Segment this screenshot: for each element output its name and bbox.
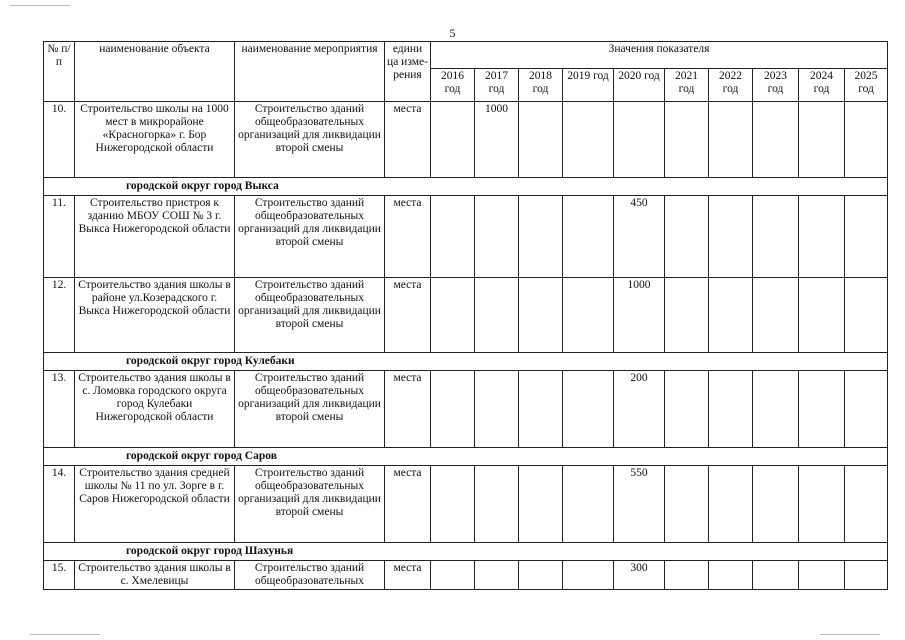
value-cell: [753, 278, 799, 353]
value-cell: 550: [614, 466, 665, 543]
value-cell: [519, 371, 563, 448]
row-number: 12.: [44, 278, 75, 353]
unit: места: [385, 196, 431, 278]
page-number: 5: [449, 26, 456, 40]
table-row: [44, 371, 888, 448]
value-cell: [519, 466, 563, 543]
unit: места: [385, 466, 431, 543]
value-cell: [614, 102, 665, 178]
object-name: Строительство пристроя к зданию МБОУ СОШ № 3 г. Выкса Нижегородской области: [75, 196, 235, 278]
header-unit: едини ца изме- рения: [385, 42, 431, 102]
value-cell: [709, 371, 753, 448]
value-cell: [799, 278, 845, 353]
object-name: Строительство здания школы в с. Ломовка городского округа город Кулебаки Нижегородской области: [75, 371, 235, 448]
header-year: 2021 год: [665, 69, 709, 102]
header-year: 2018 год: [519, 69, 563, 102]
row-number: 10.: [44, 102, 75, 178]
activity-name: Строительство зданий общеобразовательных: [235, 561, 385, 590]
scan-artifact: [820, 634, 880, 635]
activity-name: Строительство зданий общеобразовательных организаций для ликвидации второй смены: [235, 371, 385, 448]
object-name: Строительство школы на 1000 мест в микрорайоне «Красногорка» г. Бор Нижегородской области: [75, 102, 235, 178]
unit: места: [385, 278, 431, 353]
value-cell: [431, 371, 475, 448]
value-cell: 200: [614, 371, 665, 448]
value-cell: [519, 561, 563, 590]
table-row: [44, 102, 888, 178]
header-year: 2017 год: [475, 69, 519, 102]
header-year: 2022 год: [709, 69, 753, 102]
value-cell: [563, 102, 614, 178]
value-cell: [519, 102, 563, 178]
table-row: [44, 561, 888, 590]
value-cell: [665, 561, 709, 590]
value-cell: [665, 466, 709, 543]
value-cell: [475, 561, 519, 590]
value-cell: [563, 196, 614, 278]
section-title: городской округ город Кулебаки: [44, 353, 888, 371]
row-number: 11.: [44, 196, 75, 278]
section-title: городской округ город Шахунья: [44, 543, 888, 561]
value-cell: [665, 196, 709, 278]
row-number: 13.: [44, 371, 75, 448]
header-year: 2016 год: [431, 69, 475, 102]
value-cell: 300: [614, 561, 665, 590]
value-cell: [475, 466, 519, 543]
row-number: 14.: [44, 466, 75, 543]
value-cell: [845, 561, 888, 590]
value-cell: 1000: [475, 102, 519, 178]
header-values: Значения показателя: [431, 42, 888, 69]
section-row: [44, 543, 888, 561]
value-cell: [563, 561, 614, 590]
section-row: [44, 178, 888, 196]
value-cell: [431, 466, 475, 543]
section-row: [44, 353, 888, 371]
value-cell: [753, 196, 799, 278]
section-title: городской округ город Саров: [44, 448, 888, 466]
value-cell: [709, 561, 753, 590]
object-name: Строительство здания школы в с. Хмелевицы: [75, 561, 235, 590]
header-year: 2020 год: [614, 69, 665, 102]
header-number: № п/п: [44, 42, 75, 102]
activity-name: Строительство зданий общеобразовательных организаций для ликвидации второй смены: [235, 102, 385, 178]
value-cell: [709, 466, 753, 543]
header-object: наименование объекта: [75, 42, 235, 102]
header-year: 2019 год: [563, 69, 614, 102]
value-cell: [799, 102, 845, 178]
value-cell: [845, 196, 888, 278]
value-cell: [799, 196, 845, 278]
table-body: [44, 102, 888, 590]
object-name: Строительство здания школы в районе ул.Козерадского г. Выкса Нижегородской области: [75, 278, 235, 353]
value-cell: [799, 466, 845, 543]
indicators-table: [43, 41, 888, 590]
value-cell: 450: [614, 196, 665, 278]
value-cell: [753, 466, 799, 543]
value-cell: [845, 102, 888, 178]
value-cell: [845, 466, 888, 543]
value-cell: [563, 466, 614, 543]
value-cell: [665, 278, 709, 353]
value-cell: 1000: [614, 278, 665, 353]
value-cell: [431, 561, 475, 590]
table-row: [44, 196, 888, 278]
value-cell: [753, 561, 799, 590]
value-cell: [665, 371, 709, 448]
activity-name: Строительство зданий общеобразовательных организаций для ликвидации второй смены: [235, 196, 385, 278]
unit: места: [385, 102, 431, 178]
value-cell: [709, 278, 753, 353]
section-title: городской округ город Выкса: [44, 178, 888, 196]
value-cell: [431, 278, 475, 353]
header-year: 2023 год: [753, 69, 799, 102]
value-cell: [475, 196, 519, 278]
value-cell: [519, 278, 563, 353]
value-cell: [665, 102, 709, 178]
value-cell: [563, 371, 614, 448]
value-cell: [475, 278, 519, 353]
activity-name: Строительство зданий общеобразовательных организаций для ликвидации второй смены: [235, 278, 385, 353]
header-year: 2024 год: [799, 69, 845, 102]
value-cell: [753, 102, 799, 178]
header-year: 2025 год: [845, 69, 888, 102]
value-cell: [475, 371, 519, 448]
value-cell: [799, 561, 845, 590]
unit: места: [385, 371, 431, 448]
value-cell: [519, 196, 563, 278]
value-cell: [709, 102, 753, 178]
scan-artifact: [30, 634, 100, 635]
value-cell: [753, 371, 799, 448]
value-cell: [845, 278, 888, 353]
table-row: [44, 466, 888, 543]
value-cell: [431, 102, 475, 178]
value-cell: [845, 371, 888, 448]
value-cell: [563, 278, 614, 353]
unit: места: [385, 561, 431, 590]
value-cell: [709, 196, 753, 278]
value-cell: [799, 371, 845, 448]
table-row: [44, 278, 888, 353]
value-cell: [431, 196, 475, 278]
scan-artifact: [10, 5, 70, 6]
section-row: [44, 448, 888, 466]
object-name: Строительство здания средней школы № 11 по ул. Зорге в г. Саров Нижегородской области: [75, 466, 235, 543]
header-activity: наименование мероприятия: [235, 42, 385, 102]
activity-name: Строительство зданий общеобразовательных организаций для ликвидации второй смены: [235, 466, 385, 543]
row-number: 15.: [44, 561, 75, 590]
